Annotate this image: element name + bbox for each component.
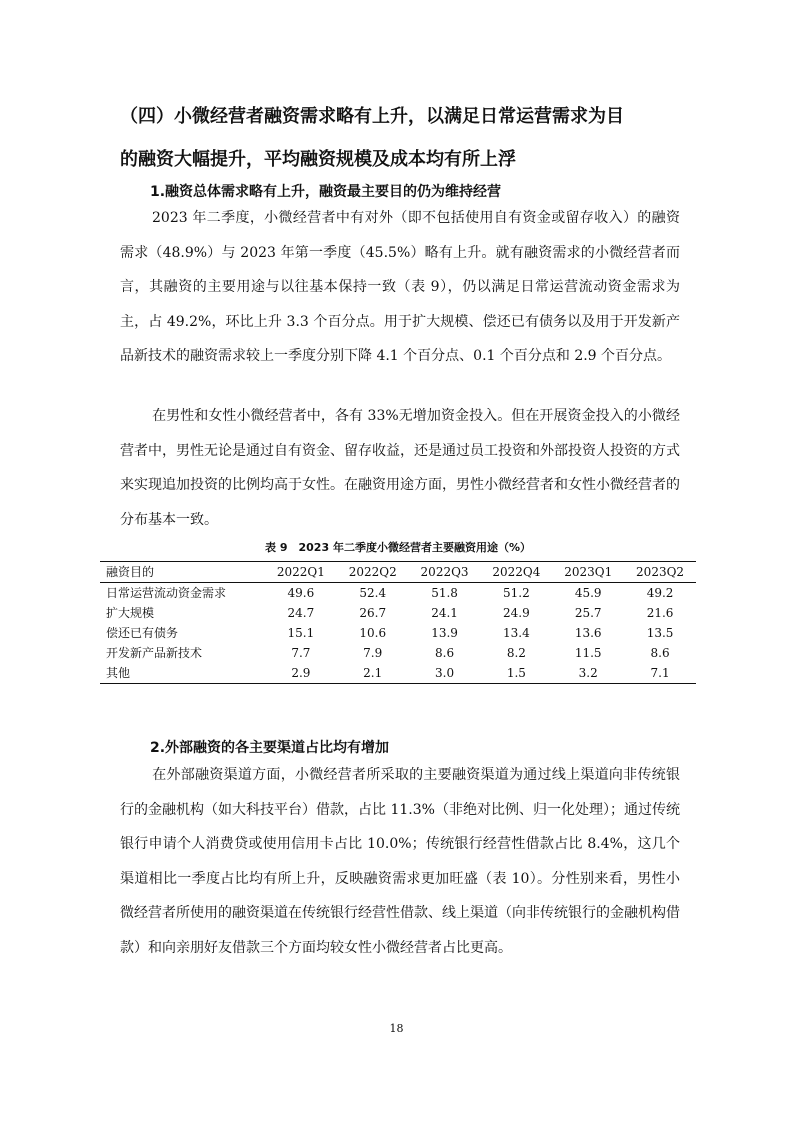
table-cell: 13.9: [431, 626, 458, 640]
table-cell: 日常运营流动资金需求: [106, 586, 227, 600]
table-cell: 45.9: [574, 586, 602, 600]
table-cell: 8.6: [650, 646, 670, 660]
paragraph-3: [120, 758, 680, 966]
table-cell: 开发新产品新技术: [106, 646, 203, 660]
table-cell: 51.8: [431, 586, 458, 600]
subsection-heading-2: 2.外部融资的各主要渠道占比均有增加: [150, 740, 390, 756]
table-9-title: 表 9 2023 年二季度小微经营者主要融资用途（%）: [265, 541, 531, 554]
table-header-cell: 2022Q4: [492, 565, 541, 579]
paragraph-1-text: 2023 年二季度，小微经营者中有对外（即不包括使用自有资金或留存收入）的融资需求（48.9%）与 2023 年第一季度（45.5%）略有上升。就有融资需求的小微经营者而言，其融资的主要用途与以往基本保持一致（表 9），仍以满足日常运营流动资金需求为主，占 49.2%，环比上升 3.3 个百分点。用于扩大规模、偿还已有债务以及用于开发新产品新技术的融资需求较上一季度分别下降 4.1 个百分点、0.1 个百分点和 2.9 个百分点。: [120, 210, 680, 365]
table-header-row: [100, 562, 696, 583]
subsection-heading-1: 1.融资总体需求略有上升，融资最主要目的仍为维持经营: [150, 184, 502, 200]
table-cell: 7.9: [363, 646, 383, 660]
table-cell: 1.5: [506, 666, 526, 680]
table-header-cell: 2023Q1: [564, 565, 613, 579]
table-header-cell: 2022Q2: [348, 565, 397, 579]
paragraph-1: [120, 201, 680, 374]
table-row: [100, 603, 696, 623]
table-cell: 2.9: [291, 666, 311, 680]
page-number: 18: [389, 1022, 404, 1035]
table-cell: 13.4: [503, 626, 530, 640]
table-cell: 24.1: [431, 606, 458, 620]
table-header-cell: 融资目的: [106, 565, 155, 579]
table-header-cell: 2022Q1: [276, 565, 325, 579]
table-cell: 26.7: [359, 606, 387, 620]
table-cell: 10.6: [359, 626, 387, 640]
table-cell: 7.7: [291, 646, 311, 660]
table-row: [100, 623, 696, 643]
table-cell: 8.6: [435, 646, 455, 660]
table-cell: 51.2: [503, 586, 530, 600]
table-cell: 3.0: [435, 666, 455, 680]
table-cell: 49.6: [287, 586, 315, 600]
paragraph-2: [120, 399, 680, 537]
table-row: [100, 663, 696, 684]
table-cell: 11.5: [574, 646, 602, 660]
paragraph-3-text: 在外部融资渠道方面，小微经营者所采取的主要融资渠道为通过线上渠道向非传统银行的金融机构（如大科技平台）借款，占比 11.3%（非绝对比例、归一化处理）；通过传统银行申请个人消费贷或使用信用卡占比 10.0%；传统银行经营性借款占比 8.4%，这几个渠道相比一季度占比均有所上升，反映融资需求更加旺盛（表 10）。分性别来看，男性小微经营者所使用的融资渠道在传统银行经营性借款、线上渠道（向非传统银行的金融机构借款）和向亲朋好友借款三个方面均较女性小微经营者占比更高。: [120, 767, 680, 956]
table-cell: 3.2: [578, 666, 598, 680]
table-cell: 13.6: [574, 626, 602, 640]
table-cell: 25.7: [574, 606, 602, 620]
table-cell: 49.2: [646, 586, 674, 600]
table-header-cell: 2023Q2: [636, 565, 685, 579]
table-cell: 21.6: [646, 606, 674, 620]
table-cell: 15.1: [287, 626, 315, 640]
table-header-cell: 2022Q3: [420, 565, 469, 579]
table-cell: 7.1: [650, 666, 670, 680]
paragraph-2-text: 在男性和女性小微经营者中，各有 33%无增加资金投入。但在开展资金投入的小微经营者中，男性无论是通过自有资金、留存收益，还是通过员工投资和外部投资人投资的方式来实现追加投资的比例均高于女性。在融资用途方面，男性小微经营者和女性小微经营者的分布基本一致。: [120, 408, 680, 528]
table-cell: 52.4: [359, 586, 387, 600]
table-row: [100, 643, 696, 663]
table-cell: 2.1: [363, 666, 383, 680]
table-cell: 8.2: [506, 646, 526, 660]
table-cell: 13.5: [646, 626, 674, 640]
table-9: [100, 561, 696, 684]
table-cell: 其他: [106, 666, 131, 680]
table-cell: 扩大规模: [106, 606, 155, 620]
section-heading-line2: 的融资大幅提升，平均融资规模及成本均有所上浮: [120, 149, 516, 170]
table-row: [100, 583, 696, 604]
section-heading-line1: （四）小微经营者融资需求略有上升，以满足日常运营需求为目: [120, 106, 624, 127]
table-cell: 24.9: [503, 606, 530, 620]
table-cell: 偿还已有债务: [106, 626, 179, 640]
table-cell: 24.7: [287, 606, 315, 620]
